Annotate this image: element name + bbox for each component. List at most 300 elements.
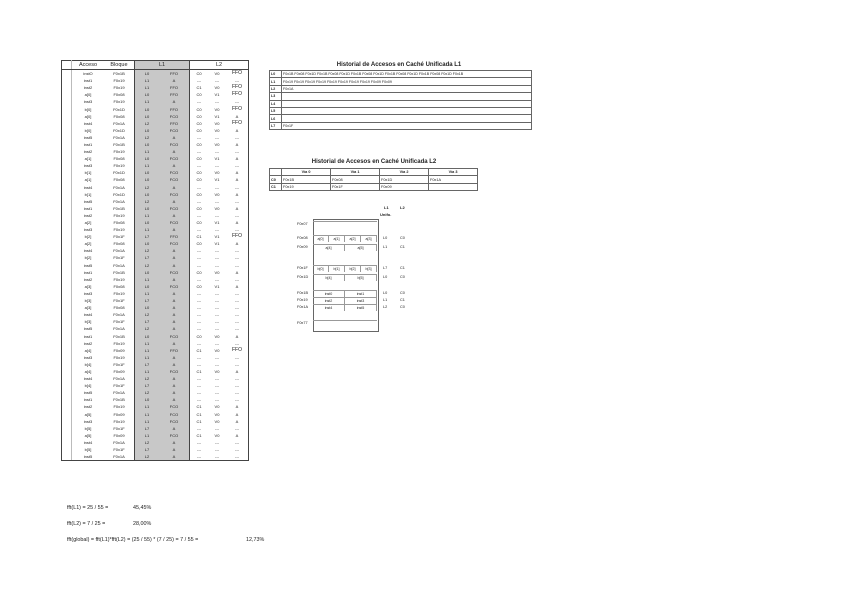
row-number-cell	[62, 318, 72, 325]
hist-l1-row	[270, 93, 532, 100]
acceso-cell: b[1]	[84, 170, 92, 176]
hist-l1-line-history: F0x1F	[282, 122, 532, 129]
l2-set-cell: C1	[196, 432, 202, 438]
table-row	[62, 212, 249, 219]
l2-status-cell: A	[226, 155, 249, 162]
memory-address: F0x08	[297, 236, 308, 240]
l2-status-cell: ---	[226, 325, 249, 332]
acceso-cell: inst1	[83, 141, 93, 147]
l1-line-cell: L1	[135, 84, 160, 91]
l1-line-cell: L7	[135, 382, 160, 389]
table-row	[62, 91, 249, 98]
l1-status-cell: FCO	[159, 332, 190, 339]
row-number-cell	[62, 113, 72, 120]
memory-l1-line: L1	[383, 245, 388, 249]
l1-status-cell: A	[159, 134, 190, 141]
hist-l2-table	[269, 168, 478, 191]
l2-status-cell: FFO	[226, 233, 249, 240]
l2-set-cell: C0	[196, 269, 202, 275]
l1-line-cell: L2	[135, 262, 160, 269]
bloque-cell: F0x1A	[104, 184, 135, 191]
table-row	[62, 347, 249, 354]
acceso-cell: b[5]	[84, 447, 92, 453]
l2-way-cell: V1	[214, 220, 220, 226]
l2-set-cell: ---	[197, 447, 201, 453]
hist-l2-cell: F0x1A	[429, 176, 478, 183]
bloque-cell: F0x1F	[104, 361, 135, 368]
table-row	[62, 105, 249, 112]
l2-status-cell: ---	[226, 247, 249, 254]
acceso-cell: a[1]	[84, 177, 92, 183]
l1-line-cell: L0	[135, 155, 160, 162]
l2-status-cell: ---	[226, 198, 249, 205]
l2-status-cell: A	[226, 332, 249, 339]
bloque-cell: F0x1F	[104, 382, 135, 389]
l2-set-cell: ---	[197, 99, 201, 105]
l1-status-cell: A	[159, 226, 190, 233]
table-row	[62, 340, 249, 347]
hist-l1-line-history: F0x1B F0x08 F0x1D F0x1B F0x08 F0x1D F0x1B F0x08 F0x1D F0x1B F0x08 F0x1D F0x1B F0x08 F0x1D F0x1B	[282, 71, 532, 78]
l2-way-cell: V0	[214, 368, 220, 374]
memory-address: F0x77	[297, 321, 308, 325]
row-number-cell	[62, 425, 72, 432]
memory-l2-set: C1	[400, 266, 405, 270]
table-row	[62, 219, 249, 226]
row-number-cell	[62, 219, 72, 226]
l2-status-cell: ---	[226, 311, 249, 318]
table-row	[62, 325, 249, 332]
l2-set-cell: C1	[196, 411, 202, 417]
l2-set-cell: C0	[196, 205, 202, 211]
l1-status-cell: FCO	[159, 205, 190, 212]
l1-line-cell: L0	[135, 304, 160, 311]
l1-status-cell: A	[159, 148, 190, 155]
l1-line-cell: L2	[135, 120, 160, 127]
table-row	[62, 191, 249, 198]
table-row	[62, 368, 249, 375]
row-number-cell	[62, 297, 72, 304]
mem-col-l2: L2	[400, 205, 405, 210]
row-number-cell	[62, 98, 72, 105]
bloque-cell: F0x1F	[104, 446, 135, 453]
l1-line-cell: L1	[135, 354, 160, 361]
l2-set-cell: ---	[197, 376, 201, 382]
acceso-cell: a[0]	[84, 113, 92, 119]
l2-status-cell: A	[226, 368, 249, 375]
hist-l1-line-history: F0x19 F0x19 F0x19 F0x19 F0x19 F0x19 F0x19 F0x19 F0x09 F0x09	[282, 78, 532, 85]
bloque-cell: F0x19	[104, 212, 135, 219]
l1-status-cell: A	[159, 439, 190, 446]
memory-l2-set: C1	[400, 298, 405, 302]
l2-status-cell: A	[226, 411, 249, 418]
l2-set-cell: C1	[196, 368, 202, 374]
l1-line-cell: L2	[135, 375, 160, 382]
l1-status-cell: A	[159, 276, 190, 283]
l2-set-cell: ---	[197, 134, 201, 140]
l2-set-cell: C0	[196, 141, 202, 147]
l1-status-cell: FCO	[159, 141, 190, 148]
l1-status-cell: A	[159, 382, 190, 389]
memory-l2-set: C0	[400, 236, 405, 240]
l1-status-cell: FCO	[159, 411, 190, 418]
bloque-cell: F0x1A	[104, 325, 135, 332]
l1-line-cell: L1	[135, 276, 160, 283]
l1-status-cell: A	[159, 254, 190, 261]
acceso-cell: inst4	[83, 439, 93, 445]
l2-set-cell: C1	[196, 85, 202, 91]
hist-l1-row	[270, 115, 532, 122]
l2-status-cell: FFO	[226, 105, 249, 112]
table-row	[62, 389, 249, 396]
row-number-cell	[62, 332, 72, 339]
bloque-cell: F0x19	[104, 276, 135, 283]
memory-l1-line: L0	[383, 236, 388, 240]
acceso-cell: inst5	[83, 390, 93, 396]
l1-line-cell: L0	[135, 332, 160, 339]
bloque-cell: F0x08	[104, 113, 135, 120]
table-row	[62, 439, 249, 446]
l2-set-cell: ---	[197, 290, 201, 296]
formula-global: fft(global) = fft(L1)*fft(L2) = (25 / 55) * (7 / 25) = 7 / 55 =	[67, 537, 199, 543]
l2-status-cell: ---	[226, 98, 249, 105]
l2-set-cell: C0	[196, 127, 202, 133]
l2-set-cell: ---	[197, 198, 201, 204]
l2-status-cell: ---	[226, 226, 249, 233]
row-number-cell	[62, 84, 72, 91]
l2-set-cell: C1	[196, 404, 202, 410]
l2-status-cell: ---	[226, 425, 249, 432]
l2-status-cell: A	[226, 141, 249, 148]
row-number-cell	[62, 148, 72, 155]
l2-status-cell: ---	[226, 276, 249, 283]
row-number-cell	[62, 290, 72, 297]
l1-status-cell: A	[159, 318, 190, 325]
hist-l1-line-history	[282, 115, 532, 122]
l2-set-cell: ---	[197, 340, 201, 346]
bloque-cell: F0x1A	[104, 262, 135, 269]
acceso-cell: b[0]	[84, 127, 92, 133]
row-number-cell	[62, 361, 72, 368]
l2-status-cell: A	[226, 205, 249, 212]
l2-status-cell: ---	[226, 361, 249, 368]
table-row	[62, 311, 249, 318]
acceso-cell: inst3	[83, 99, 93, 105]
acceso-cell: a[2]	[84, 220, 92, 226]
acceso-cell: inst5	[83, 326, 93, 332]
l1-status-cell: A	[159, 425, 190, 432]
l2-way-cell: ---	[215, 248, 219, 254]
table-row	[62, 77, 249, 84]
l1-line-cell: L7	[135, 233, 160, 240]
l2-way-cell: ---	[215, 312, 219, 318]
acceso-cell: inst2	[83, 149, 93, 155]
row-number-cell	[62, 155, 72, 162]
l2-set-cell: ---	[197, 390, 201, 396]
l2-way-cell: ---	[215, 262, 219, 268]
row-number-cell	[62, 184, 72, 191]
table-row	[62, 184, 249, 191]
bloque-cell: F0x1A	[104, 247, 135, 254]
table-row	[62, 432, 249, 439]
formula-l1-value: 45,45%	[133, 505, 152, 511]
l1-line-cell: L0	[135, 283, 160, 290]
l1-line-cell: L1	[135, 432, 160, 439]
l1-line-cell: L0	[135, 396, 160, 403]
access-table-header	[62, 61, 249, 70]
memory-divider	[313, 221, 377, 222]
row-number-cell	[62, 340, 72, 347]
l2-status-cell: A	[226, 403, 249, 410]
hist-l2-set-label: C1	[270, 183, 282, 190]
bloque-cell: F0x19	[104, 148, 135, 155]
bloque-cell: F0x1F	[104, 318, 135, 325]
hist-l1-line-label: L0	[270, 71, 282, 78]
l2-header: L2	[190, 61, 249, 70]
bloque-cell: F0x1B	[104, 332, 135, 339]
l2-set-cell: C0	[196, 191, 202, 197]
table-row	[62, 304, 249, 311]
l1-status-cell: A	[159, 77, 190, 84]
row-number-cell	[62, 191, 72, 198]
row-number-cell	[62, 453, 72, 461]
memory-word: b[2]	[345, 266, 361, 272]
memory-divider	[313, 320, 377, 321]
l2-way-cell: V1	[214, 113, 220, 119]
hist-l2-row	[270, 183, 478, 190]
l2-way-cell: ---	[215, 255, 219, 261]
hist-l1-line-history	[282, 100, 532, 107]
l1-status-cell: A	[159, 290, 190, 297]
l2-status-cell: FFO	[226, 84, 249, 91]
hist-l1-row	[270, 85, 532, 92]
l2-set-cell: C0	[196, 120, 202, 126]
bloque-cell: F0x1F	[104, 254, 135, 261]
l2-status-cell: A	[226, 418, 249, 425]
l2-set-cell: ---	[197, 305, 201, 311]
row-number-cell	[62, 77, 72, 84]
l2-set-cell: ---	[197, 184, 201, 190]
l2-way-cell: ---	[215, 134, 219, 140]
row-number-cell	[62, 311, 72, 318]
acceso-cell: b[3]	[84, 319, 92, 325]
l2-status-cell: ---	[226, 304, 249, 311]
l1-line-cell: L0	[135, 141, 160, 148]
bloque-cell: F0x08	[104, 219, 135, 226]
table-row	[62, 318, 249, 325]
row-number-cell	[62, 127, 72, 134]
acceso-cell: inst3	[83, 354, 93, 360]
l2-way-cell: V0	[214, 106, 220, 112]
l2-way-cell: ---	[215, 383, 219, 389]
l1-status-cell: FFO	[159, 347, 190, 354]
hist-l2-cell: F0x09	[380, 183, 429, 190]
l1-status-cell: FFO	[159, 120, 190, 127]
l1-line-cell: L2	[135, 453, 160, 461]
l2-set-cell: ---	[197, 383, 201, 389]
bloque-cell: F0x08	[104, 283, 135, 290]
l2-way-cell: V0	[214, 418, 220, 424]
l1-line-cell: L2	[135, 311, 160, 318]
hist-l2-title: Historial de Accesos en Caché Unificada L2	[311, 159, 437, 165]
l2-set-cell: ---	[197, 163, 201, 169]
access-table	[61, 60, 249, 461]
l2-status-cell: A	[226, 219, 249, 226]
l2-status-cell: FFO	[226, 91, 249, 98]
row-number-cell	[62, 169, 72, 176]
table-row	[62, 155, 249, 162]
hist-l2-via-header: Vía 1	[331, 169, 380, 176]
table-row	[62, 176, 249, 183]
l2-status-cell: FFO	[226, 120, 249, 127]
row-number-cell	[62, 198, 72, 205]
acceso-cell: a[5]	[84, 411, 92, 417]
mem-sub-header: Unifo.	[380, 212, 392, 217]
memory-word: b[5]	[345, 275, 377, 281]
memory-word: b[4]	[313, 275, 345, 281]
l1-status-cell: A	[159, 396, 190, 403]
acceso-cell: a[5]	[84, 432, 92, 438]
bloque-cell: F0x19	[104, 340, 135, 347]
row-number-cell	[62, 120, 72, 127]
l1-line-cell: L1	[135, 403, 160, 410]
l1-line-cell: L0	[135, 240, 160, 247]
l2-way-cell: ---	[215, 227, 219, 233]
l1-line-cell: L2	[135, 247, 160, 254]
l1-line-cell: L1	[135, 148, 160, 155]
l2-set-cell: C0	[196, 170, 202, 176]
table-row	[62, 205, 249, 212]
l1-status-cell: FCO	[159, 127, 190, 134]
l1-status-cell: FCO	[159, 368, 190, 375]
bloque-cell: F0x09	[104, 368, 135, 375]
bloque-cell: F0x1D	[104, 127, 135, 134]
l1-line-cell: L1	[135, 340, 160, 347]
acceso-cell: instO	[83, 71, 93, 77]
bloque-cell: F0x19	[104, 290, 135, 297]
bloque-cell: F0x08	[104, 155, 135, 162]
hist-l1-table	[269, 70, 532, 130]
l2-status-cell: A	[226, 169, 249, 176]
memory-address: F0x19	[297, 298, 308, 302]
l2-way-cell: V0	[214, 170, 220, 176]
bloque-cell: F0x1B	[104, 141, 135, 148]
l2-set-cell: ---	[197, 439, 201, 445]
l1-line-cell: L7	[135, 446, 160, 453]
row-number-cell	[62, 304, 72, 311]
bloque-cell: F0x1B	[104, 70, 135, 78]
l1-line-cell: L0	[135, 70, 160, 78]
row-number-cell	[62, 212, 72, 219]
l2-way-cell: V1	[214, 283, 220, 289]
l2-set-cell: ---	[197, 361, 201, 367]
hist-l1-line-label: L7	[270, 122, 282, 129]
hist-l1-line-label: L3	[270, 93, 282, 100]
l1-line-cell: L1	[135, 411, 160, 418]
bloque-cell: F0x1F	[104, 425, 135, 432]
row-number-cell	[62, 262, 72, 269]
l2-status-cell: ---	[226, 212, 249, 219]
row-number-cell	[62, 247, 72, 254]
l1-status-cell: FCO	[159, 176, 190, 183]
l2-set-cell: ---	[197, 298, 201, 304]
acceso-cell: inst4	[83, 120, 93, 126]
row-number-header	[62, 61, 72, 70]
l2-status-cell: ---	[226, 134, 249, 141]
bloque-cell: F0x19	[104, 354, 135, 361]
hist-l1-line-label: L2	[270, 85, 282, 92]
hist-l1-row	[270, 71, 532, 78]
acceso-cell: inst2	[83, 404, 93, 410]
acceso-cell: inst2	[83, 212, 93, 218]
l2-way-cell: V0	[214, 333, 220, 339]
l2-set-cell: ---	[197, 319, 201, 325]
hist-l1-line-label: L1	[270, 78, 282, 85]
l1-status-cell: FCO	[159, 283, 190, 290]
table-row	[62, 134, 249, 141]
l1-line-cell: L2	[135, 198, 160, 205]
table-row	[62, 198, 249, 205]
l1-status-cell: FCO	[159, 240, 190, 247]
acceso-cell: inst4	[83, 376, 93, 382]
l2-status-cell: ---	[226, 290, 249, 297]
table-row	[62, 148, 249, 155]
table-row	[62, 169, 249, 176]
l2-way-cell: ---	[215, 290, 219, 296]
table-row	[62, 98, 249, 105]
hist-l1-row	[270, 78, 532, 85]
l2-way-cell: ---	[215, 78, 219, 84]
table-row	[62, 162, 249, 169]
table-row	[62, 120, 249, 127]
hist-l1-line-history: F0x1A	[282, 85, 532, 92]
bloque-cell: F0x1A	[104, 389, 135, 396]
l2-way-cell: ---	[215, 439, 219, 445]
hist-l2-cell: F0x19	[282, 183, 331, 190]
l2-way-cell: V0	[214, 85, 220, 91]
l2-way-cell: V1	[214, 241, 220, 247]
l1-line-cell: L7	[135, 361, 160, 368]
acceso-cell: a[3]	[84, 283, 92, 289]
l2-way-cell: ---	[215, 340, 219, 346]
bloque-cell: F0x1A	[104, 120, 135, 127]
bloque-cell: F0x19	[104, 403, 135, 410]
memory-address: F0x1F	[297, 266, 308, 270]
hist-l1-line-label: L6	[270, 115, 282, 122]
memory-l2-set: C0	[400, 291, 405, 295]
l1-status-cell: A	[159, 98, 190, 105]
memory-l1-line: L0	[383, 291, 388, 295]
l2-status-cell: FFO	[226, 70, 249, 78]
l2-status-cell: A	[226, 240, 249, 247]
row-number-cell	[62, 176, 72, 183]
row-number-cell	[62, 105, 72, 112]
l2-status-cell: ---	[226, 162, 249, 169]
table-row	[62, 226, 249, 233]
l2-set-cell: C1	[196, 234, 202, 240]
l1-line-cell: L0	[135, 113, 160, 120]
l2-set-cell: ---	[197, 262, 201, 268]
acceso-cell: inst5	[83, 198, 93, 204]
l2-way-cell: ---	[215, 326, 219, 332]
acceso-cell: a[3]	[84, 305, 92, 311]
acceso-cell: inst1	[83, 397, 93, 403]
l2-way-cell: ---	[215, 447, 219, 453]
row-number-cell	[62, 354, 72, 361]
memory-word: b[0]	[313, 266, 329, 272]
hist-l1-row	[270, 100, 532, 107]
row-number-cell	[62, 134, 72, 141]
l1-line-cell: L1	[135, 347, 160, 354]
